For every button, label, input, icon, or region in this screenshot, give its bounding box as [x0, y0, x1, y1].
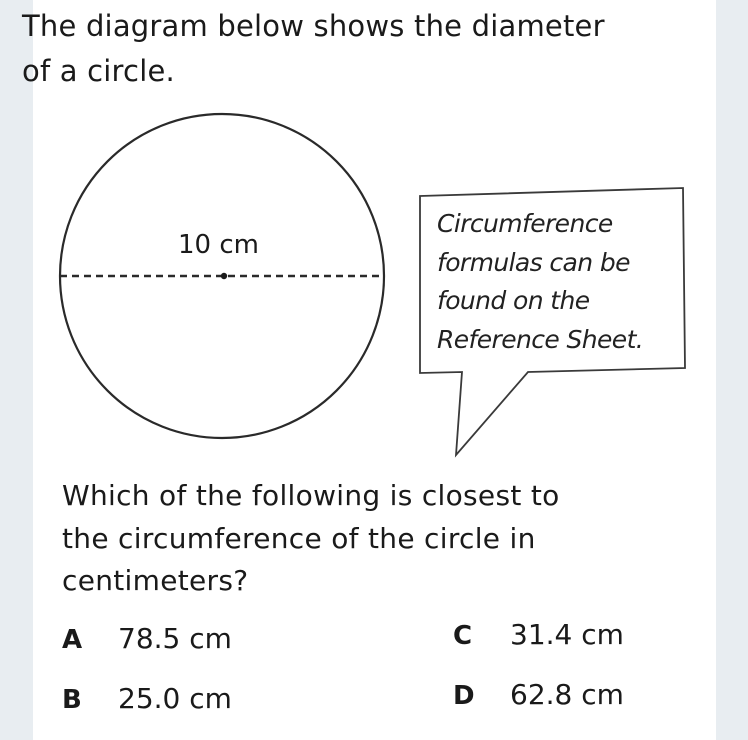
choice-a[interactable]	[62, 622, 232, 655]
choice-b-text: 25.0 cm	[118, 682, 232, 715]
callout-line-4: Reference Sheet.	[437, 324, 644, 354]
callout-line-3: found on the	[437, 286, 590, 315]
callout-text	[437, 205, 677, 359]
stem-line-2: of a circle.	[22, 54, 175, 88]
callout-line-1: Circumference	[437, 209, 613, 238]
choice-d[interactable]	[453, 678, 624, 711]
choice-a-text: 78.5 cm	[118, 622, 232, 655]
question-line-3: centimeters?	[62, 564, 249, 597]
choice-d-text: 62.8 cm	[510, 678, 624, 711]
question-text	[62, 475, 662, 603]
choice-a-letter: A	[62, 625, 83, 655]
choice-b-letter: B	[62, 685, 82, 715]
choice-c-letter: C	[453, 621, 473, 651]
choice-c-text: 31.4 cm	[510, 618, 624, 651]
center-point	[221, 273, 227, 279]
question-line-1: Which of the following is closest to	[62, 479, 560, 512]
choice-b[interactable]	[62, 682, 232, 715]
choice-d-letter: D	[453, 681, 475, 711]
callout-line-2: formulas can be	[437, 247, 630, 277]
diameter-label: 10 cm	[178, 230, 259, 260]
question-line-2: the circumference of the circle in	[62, 521, 536, 555]
choice-c[interactable]	[453, 618, 624, 651]
stem-line-1: The diagram below shows the diameter	[22, 9, 605, 43]
